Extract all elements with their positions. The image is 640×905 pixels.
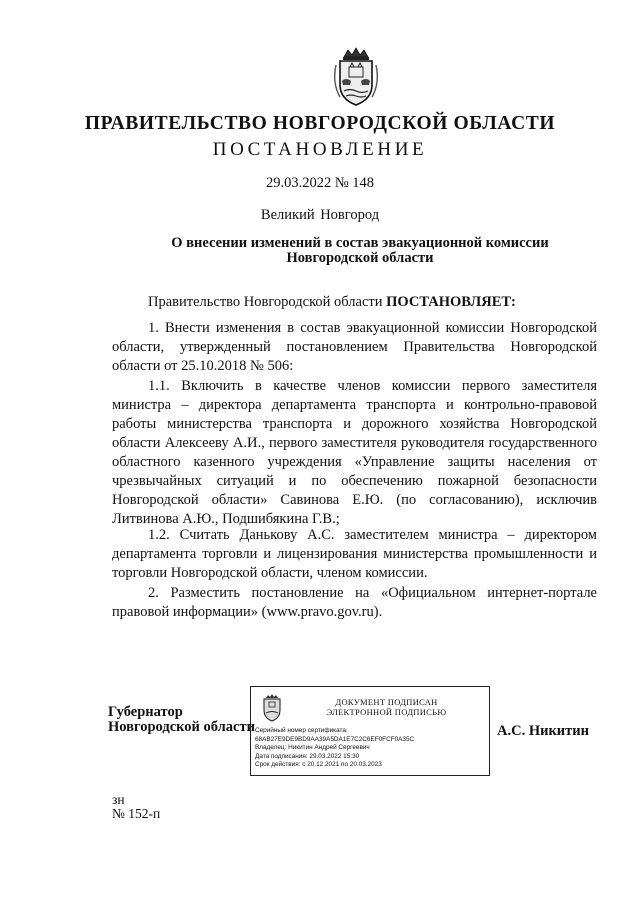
cert-serial: 68AB27E9DE9BD9AA39A5DA1E7C2C6EF0FCF0A35C (255, 735, 415, 743)
intro-paragraph (112, 293, 597, 312)
position-line-1: Губернатор (108, 704, 183, 720)
stamp-line-1: ДОКУМЕНТ ПОДПИСАН (335, 697, 438, 707)
heading-line-1: О внесении изменений в состав эвакуационной комиссии (171, 235, 549, 251)
author-code: зн (112, 792, 125, 807)
paragraph-1-2: 1.2. Считать Данькову А.С. заместителем министра – директором департамента торговли и лицензирования министерства промышленности и торговли Новгородской области, членом комиссии. (112, 527, 597, 581)
heading-line-2: Новгородской области (286, 250, 434, 266)
document-footer (112, 793, 160, 821)
paragraph-1-1: 1.1. Включить в качестве членов комиссии первого заместителя министра – директора департамента транспорта и контрольно-правовой работы министерства транспорта и дорожного хозяйства Новгородской области Алексееву А.И., первого заместителя руководителя государственного областного казенного учреждения «Управление защиты населения от чрезвычайных ситуаций и по обеспечению пожарной безопасности Новгородской области» Савинова Е.Ю. (по согласованию), исключив Литвинова А.Ю., Подшибякина Г.В.; (112, 378, 597, 527)
position-line-2: Новгородской области (108, 719, 255, 735)
signatory-name: А.С. Никитин (497, 723, 589, 739)
number-sign: № (334, 175, 349, 191)
cert-owner: Владелец: Никитин Андрей Сергеевич (255, 744, 370, 751)
date-number-line (0, 175, 640, 192)
cert-label: Серийный номер сертификата: (255, 727, 348, 734)
signed-date: Дата подписания: 29.03.2022 15:30 (255, 752, 360, 760)
intro-text: Правительство Новгородской области (148, 294, 383, 310)
coat-of-arms-small-icon (260, 694, 284, 722)
electronic-signature-stamp (250, 686, 490, 776)
document-number: 148 (352, 175, 375, 191)
signatory-position (108, 705, 255, 735)
paragraph-2: 2. Разместить постановление на «Официальном интернет-портале правовой информации» (www.pravo.gov.ru). (112, 585, 597, 620)
cert-validity: Срок действия: с 20.12.2021 по 20.03.2023 (255, 761, 382, 768)
paragraph-1: 1. Внести изменения в состав эвакуационной комиссии Новгородской области, утвержденный постановлением Правительства Новгородской области от 25.10.2018 № 506: (112, 320, 597, 374)
registration-number: № 152-п (112, 806, 161, 821)
organization-title: ПРАВИТЕЛЬСТВО НОВГОРОДСКОЙ ОБЛАСТИ (84, 113, 556, 134)
document-type: ПОСТАНОВЛЕНИЕ (212, 139, 428, 160)
intro-bold: ПОСТАНОВЛЯЕТ: (386, 294, 516, 310)
document-heading (160, 236, 560, 266)
stamp-line-2: ЭЛЕКТРОННОЙ ПОДПИСЬЮ (326, 707, 447, 717)
city: Великий Новгород (260, 207, 380, 223)
coat-of-arms-icon (328, 47, 384, 109)
document-date: 29.03.2022 (265, 175, 332, 191)
stamp-heading (289, 697, 484, 717)
certificate-details (255, 727, 487, 770)
